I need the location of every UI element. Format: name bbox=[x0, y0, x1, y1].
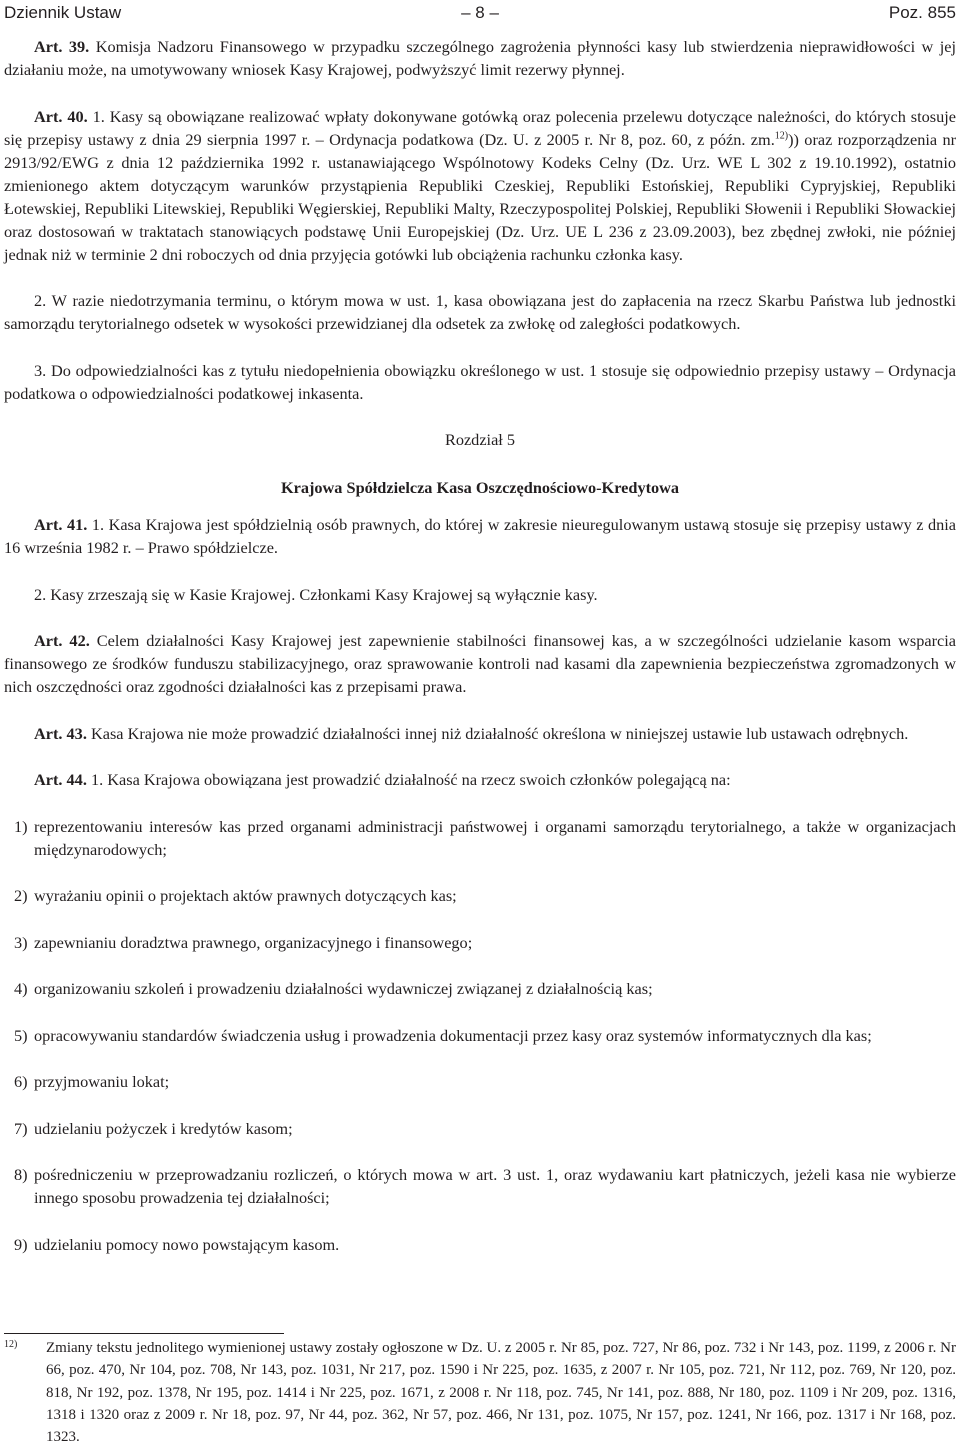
article-text: 1. Kasy są obowiązane realizować wpłaty dokonywane gotówką oraz polecenia przelewu dotyczące należności, do których stosuje się przepisy ustawy z dnia 29 sierpnia 1997 r. – Ordynacja podatkowa (Dz. U. z 2005 r. Nr 8, poz. 60, z późn. zm. bbox=[4, 106, 956, 149]
article-text: Kasa Krajowa nie może prowadzić działalności innej niż działalność określona w niniejszej ustawie lub ustawach odrębnych. bbox=[86, 723, 909, 743]
article-40-paragraph-2: 2. W razie niedotrzymania terminu, o którym mowa w ust. 1, kasa obowiązana jest do zapłacenia na rzecz Skarbu Państwa lub jednostki samorządu terytorialnego odsetek w wysokości przewidzianej dla odsetek za zwłokę od zaległości podatkowych. bbox=[4, 291, 956, 333]
list-item-text: pośredniczeniu w przeprowadzaniu rozliczeń, o których mowa w art. 3 ust. 1, oraz wydawaniu kart płatniczych, jeżeli kasa nie wybierze innego sposobu prowadzenia tej działalności; bbox=[34, 1165, 956, 1207]
list-item-number: 4) bbox=[14, 979, 28, 998]
list-item bbox=[4, 884, 956, 907]
journal-title: Dziennik Ustaw bbox=[4, 3, 122, 22]
list-item bbox=[4, 1117, 956, 1140]
list-item-text: organizowaniu szkoleń i prowadzeniu działalności wydawniczej związanej z działalnością kas; bbox=[34, 979, 653, 998]
page-number: – 8 – bbox=[461, 3, 499, 22]
article-40-paragraph-3: 3. Do odpowiedzialności kas z tytułu niedopełnienia obowiązku określonego w ust. 1 stosuje się odpowiednio przepisy ustawy – Ordynacja podatkowa o odpowiedzialności podatkowej inkasenta. bbox=[4, 360, 956, 403]
article-44-intro bbox=[4, 768, 956, 791]
article-text: 1. Kasa Krajowa obowiązana jest prowadzić działalność na rzecz swoich członków polegającą na: bbox=[86, 770, 731, 789]
list-item-text: wyrażaniu opinii o projektach aktów prawnych dotyczących kas; bbox=[34, 886, 457, 905]
footnote-text: Zmiany tekstu jednolitego wymienionej ustawy zostały ogłoszone w Dz. U. z 2005 r. Nr 85, poz. 727, Nr 86, poz. 732 i Nr 143, poz. 1199, z 2006 r. Nr 66, poz. 470, Nr 104, poz. 708, Nr 143, poz. 1031, Nr 217, poz. 1590 i Nr 225, poz. 1635, z 2007 r. Nr 105, poz. 721, Nr 112, poz. 769, Nr 120, poz. 818, Nr 192, poz. 1378, Nr 195, poz. 1414 i Nr 225, poz. 1671, z 2008 r. Nr 118, poz. 745, Nr 141, poz. 888, Nr 180, poz. 1109 i Nr 209, poz. 1316, 1318 i 1320 oraz z 2009 r. Nr 18, poz. 97, Nr 44, poz. 362, Nr 57, poz. 466, Nr 131, poz. 1075, Nr 157, poz. 1241, Nr 166, poz. 1317 i Nr 168, poz. 1323. bbox=[46, 1340, 956, 1446]
article-text: 1. Kasa Krajowa jest spółdzielnią osób prawnych, do której w zakresie nieuregulowanym ustawą stosuje się przepisy ustawy z dnia 16 września 1982 r. – Prawo spółdzielcze. bbox=[4, 515, 956, 557]
article-43 bbox=[4, 722, 956, 745]
list-item bbox=[4, 931, 956, 954]
footnote-divider bbox=[4, 1333, 284, 1334]
list-item-number: 8) bbox=[14, 1165, 28, 1184]
article-label: Art. 43. bbox=[34, 723, 87, 743]
article-label: Art. 44. bbox=[34, 770, 87, 789]
list-item bbox=[4, 977, 956, 1000]
list-item-text: przyjmowaniu lokat; bbox=[34, 1072, 170, 1091]
list-item bbox=[4, 1163, 956, 1209]
list-item-number: 7) bbox=[14, 1118, 28, 1138]
list-item-text: opracowywaniu standardów świadczenia usług i prowadzenia dokumentacji przez kasy oraz systemów informatycznych dla kas; bbox=[34, 1025, 872, 1045]
list-item bbox=[4, 1233, 956, 1256]
footnote-mark: 12) bbox=[4, 1339, 18, 1350]
article-label: Art. 42. bbox=[34, 631, 90, 650]
list-item-text: udzielaniu pomocy nowo powstającym kasom. bbox=[34, 1234, 340, 1254]
list-item-number: 6) bbox=[14, 1072, 28, 1091]
list-item-number: 1) bbox=[14, 816, 28, 836]
footnote bbox=[4, 1337, 956, 1448]
article-44-list bbox=[4, 815, 956, 1256]
article-40-paragraph-1 bbox=[4, 105, 956, 266]
position-number: Poz. 855 bbox=[888, 3, 956, 22]
footnotes bbox=[4, 1337, 956, 1448]
article-41-paragraph-1 bbox=[4, 513, 956, 559]
list-item-number: 2) bbox=[14, 886, 28, 905]
article-label: Art. 40. bbox=[34, 106, 88, 126]
list-item-text: udzielaniu pożyczek i kredytów kasom; bbox=[34, 1118, 293, 1138]
article-text: Komisja Nadzoru Finansowego w przypadku szczególnego zagrożenia płynności kasy lub stwierdzenia nieprawidłowości w jej działaniu może, na umotywowany wniosek Kasy Krajowej, podwyższyć limit rezerwy płynnej. bbox=[4, 37, 956, 79]
article-39 bbox=[4, 35, 956, 81]
article-42 bbox=[4, 629, 956, 698]
page-header bbox=[4, 2, 956, 24]
article-label: Art. 41. bbox=[34, 515, 88, 534]
article-41-paragraph-2: 2. Kasy zrzeszają się w Kasie Krajowej. Członkami Kasy Krajowej są wyłącznie kasy. bbox=[34, 584, 598, 604]
chapter-number: Rozdział 5 bbox=[444, 430, 516, 449]
list-item-number: 5) bbox=[14, 1025, 28, 1045]
article-label: Art. 39. bbox=[34, 37, 90, 56]
article-text: )) oraz rozporządzenia nr 2913/92/EWG z dnia 12 października 1992 r. ustanawiającego Wspólnotowy Kodeks Celny (Dz. Urz. WE L 302 z 19.10.1992), ostatnio zmienionego aktem dotyczącym warunków przystąpienia Republiki Czeskiej, Republiki Estońskiej, Republiki Cypryjskiej, Republiki Łotewskiej, Republiki Litewskiej, Republiki Węgierskiej, Republiki Malty, Rzeczypospolitej Polskiej, Republiki Słowenii i Republiki Słowackiej oraz dostosowań w traktatach stanowiących podstawę Unii Europejskiej (Dz. Urz. UE L 236 z 23.09.2003), bez zbędnej zwłoki, nie później jednak niż w terminie 2 dni roboczych od dnia przyjęcia gotówki lub obciążenia rachunku członka kasy. bbox=[4, 129, 957, 264]
list-item-number: 9) bbox=[14, 1234, 28, 1254]
list-item bbox=[4, 1024, 956, 1047]
document-body bbox=[4, 35, 956, 1279]
list-item bbox=[4, 1070, 956, 1093]
article-text: Celem działalności Kasy Krajowej jest zapewnienie stabilności finansowej kas, a w szczególności udzielanie kasom wsparcia finansowego ze środków funduszu stabilizacyjnego, oraz sprawowanie kontroli nad kasami dla zapewnienia bezpieczeństwa zgromadzonych w nich oszczędności oraz zgodności działalności kas z przepisami prawa. bbox=[4, 631, 956, 696]
chapter-title: Krajowa Spółdzielcza Kasa Oszczędnościowo-Kredytowa bbox=[280, 478, 680, 497]
footnote-reference[interactable]: 12) bbox=[774, 130, 789, 142]
list-item-number: 3) bbox=[14, 932, 28, 952]
list-item bbox=[4, 815, 956, 861]
list-item-text: reprezentowaniu interesów kas przed organami administracji państwowej i organami samorządu terytorialnego, a także w organizacjach międzynarodowych; bbox=[34, 816, 956, 859]
list-item-text: zapewnianiu doradztwa prawnego, organizacyjnego i finansowego; bbox=[34, 932, 473, 952]
